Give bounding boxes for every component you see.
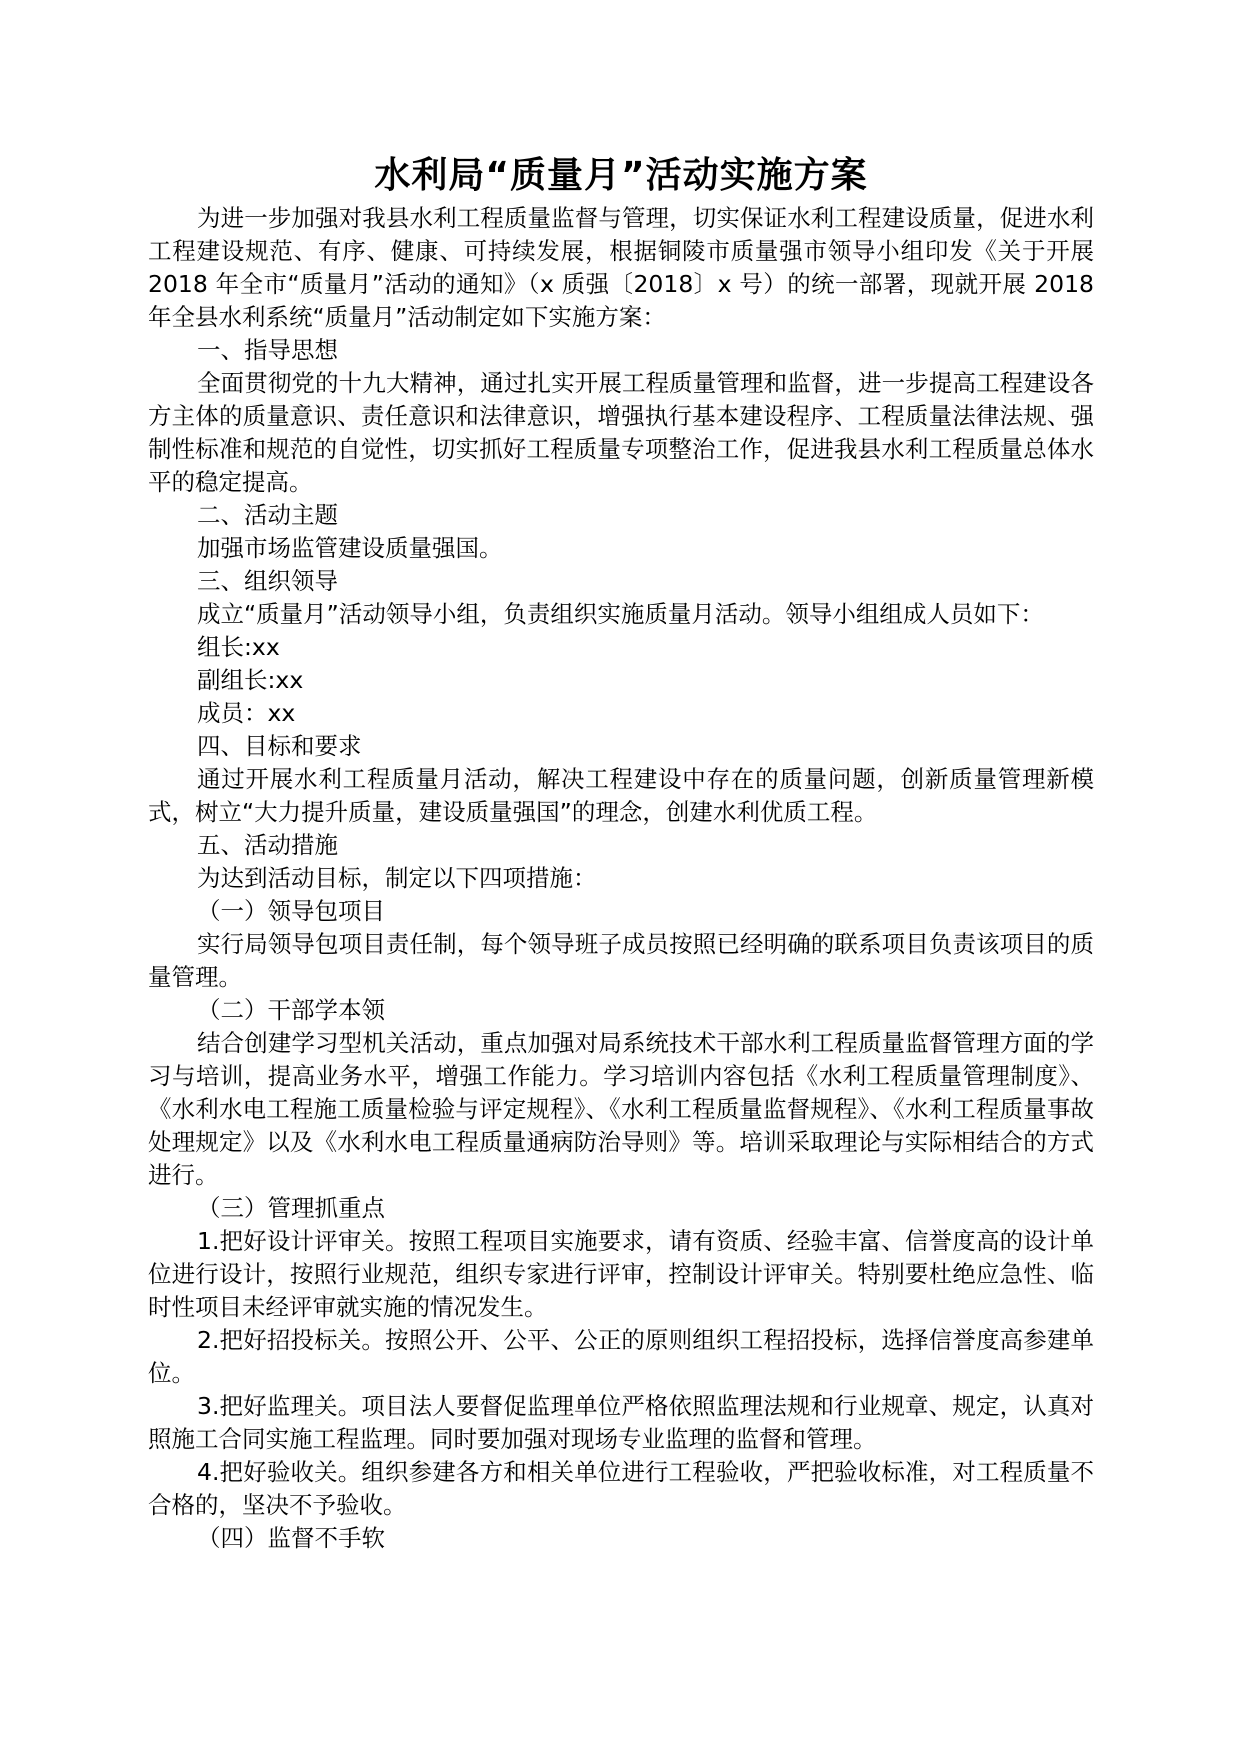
guiding-ideology-paragraph: 全面贯彻党的十九大精神，通过扎实开展工程质量管理和监督，进一步提高工程建设各方主体的质量意识、责任意识和法律意识，增强执行基本建设程序、工程质量法律法规、强制性标准和规范的自觉性，切实抓好工程质量专项整治工作，促进我县水利工程质量总体水平的稳定提高。 [148,369,1094,496]
goals-paragraph: 通过开展水利工程质量月活动，解决工程建设中存在的质量问题，创新质量管理新模式，树立“大力提升质量，建设质量强国”的理念，创建水利优质工程。 [148,765,1094,826]
members-line: 成员：xx [197,699,296,727]
activity-theme-paragraph: 加强市场监管建设质量强国。 [197,534,503,562]
subsection-heading-1: （一）领导包项目 [197,897,385,925]
measures-intro-paragraph: 为达到活动目标，制定以下四项措施： [197,864,597,892]
section-heading-guiding-ideology: 一、指导思想 [197,336,338,364]
section-heading-goals: 四、目标和要求 [197,732,362,760]
section-heading-activity-theme: 二、活动主题 [197,501,338,529]
deputy-leader-line: 副组长:xx [197,666,304,694]
subsection-heading-4: （四）监督不手软 [197,1524,385,1552]
intro-paragraph: 为进一步加强对我县水利工程质量监督与管理，切实保证水利工程建设质量，促进水利工程建设规范、有序、健康、可持续发展，根据铜陵市质量强市领导小组印发《关于开展 2018 年全市“质量月”活动的通知》（x 质强〔2018〕x 号）的统一部署，现就开展 2018 年全县水利系统“质量月”活动制定如下实施方案： [148,204,1094,331]
section-heading-organization: 三、组织领导 [197,567,338,595]
subsection-heading-3: （三）管理抓重点 [197,1194,385,1222]
measure-item-1: 1.把好设计评审关。按照工程项目实施要求，请有资质、经验丰富、信誉度高的设计单位进行设计，按照行业规范，组织专家进行评审，控制设计评审关。特别要杜绝应急性、临时性项目未经评审就实施的情况发生。 [148,1227,1094,1321]
measure-item-3: 3.把好监理关。项目法人要督促监理单位严格依照监理法规和行业规章、规定，认真对照施工合同实施工程监理。同时要加强对现场专业监理的监督和管理。 [148,1392,1094,1453]
document-title: 水利局“质量月”活动实施方案 [374,155,868,196]
measure-item-2: 2.把好招投标关。按照公开、公平、公正的原则组织工程招投标，选择信誉度高参建单位。 [148,1326,1094,1387]
organization-paragraph: 成立“质量月”活动领导小组，负责组织实施质量月活动。领导小组组成人员如下： [197,600,1044,628]
measure-item-4: 4.把好验收关。组织参建各方和相关单位进行工程验收，严把验收标准，对工程质量不合格的，坚决不予验收。 [148,1458,1094,1519]
section-heading-measures: 五、活动措施 [197,831,338,859]
team-leader-line: 组长:xx [197,633,280,661]
subsection-2-paragraph: 结合创建学习型机关活动，重点加强对局系统技术干部水利工程质量监督管理方面的学习与培训，提高业务水平，增强工作能力。学习培训内容包括《水利工程质量管理制度》、《水利水电工程施工质量检验与评定规程》、《水利工程质量监督规程》、《水利工程质量事故处理规定》以及《水利水电工程质量通病防治导则》等。培训采取理论与实际相结合的方式进行。 [148,1029,1094,1189]
subsection-heading-2: （二）干部学本领 [197,996,385,1024]
subsection-1-paragraph: 实行局领导包项目责任制，每个领导班子成员按照已经明确的联系项目负责该项目的质量管理。 [148,930,1094,991]
document-page [148,150,1094,1555]
